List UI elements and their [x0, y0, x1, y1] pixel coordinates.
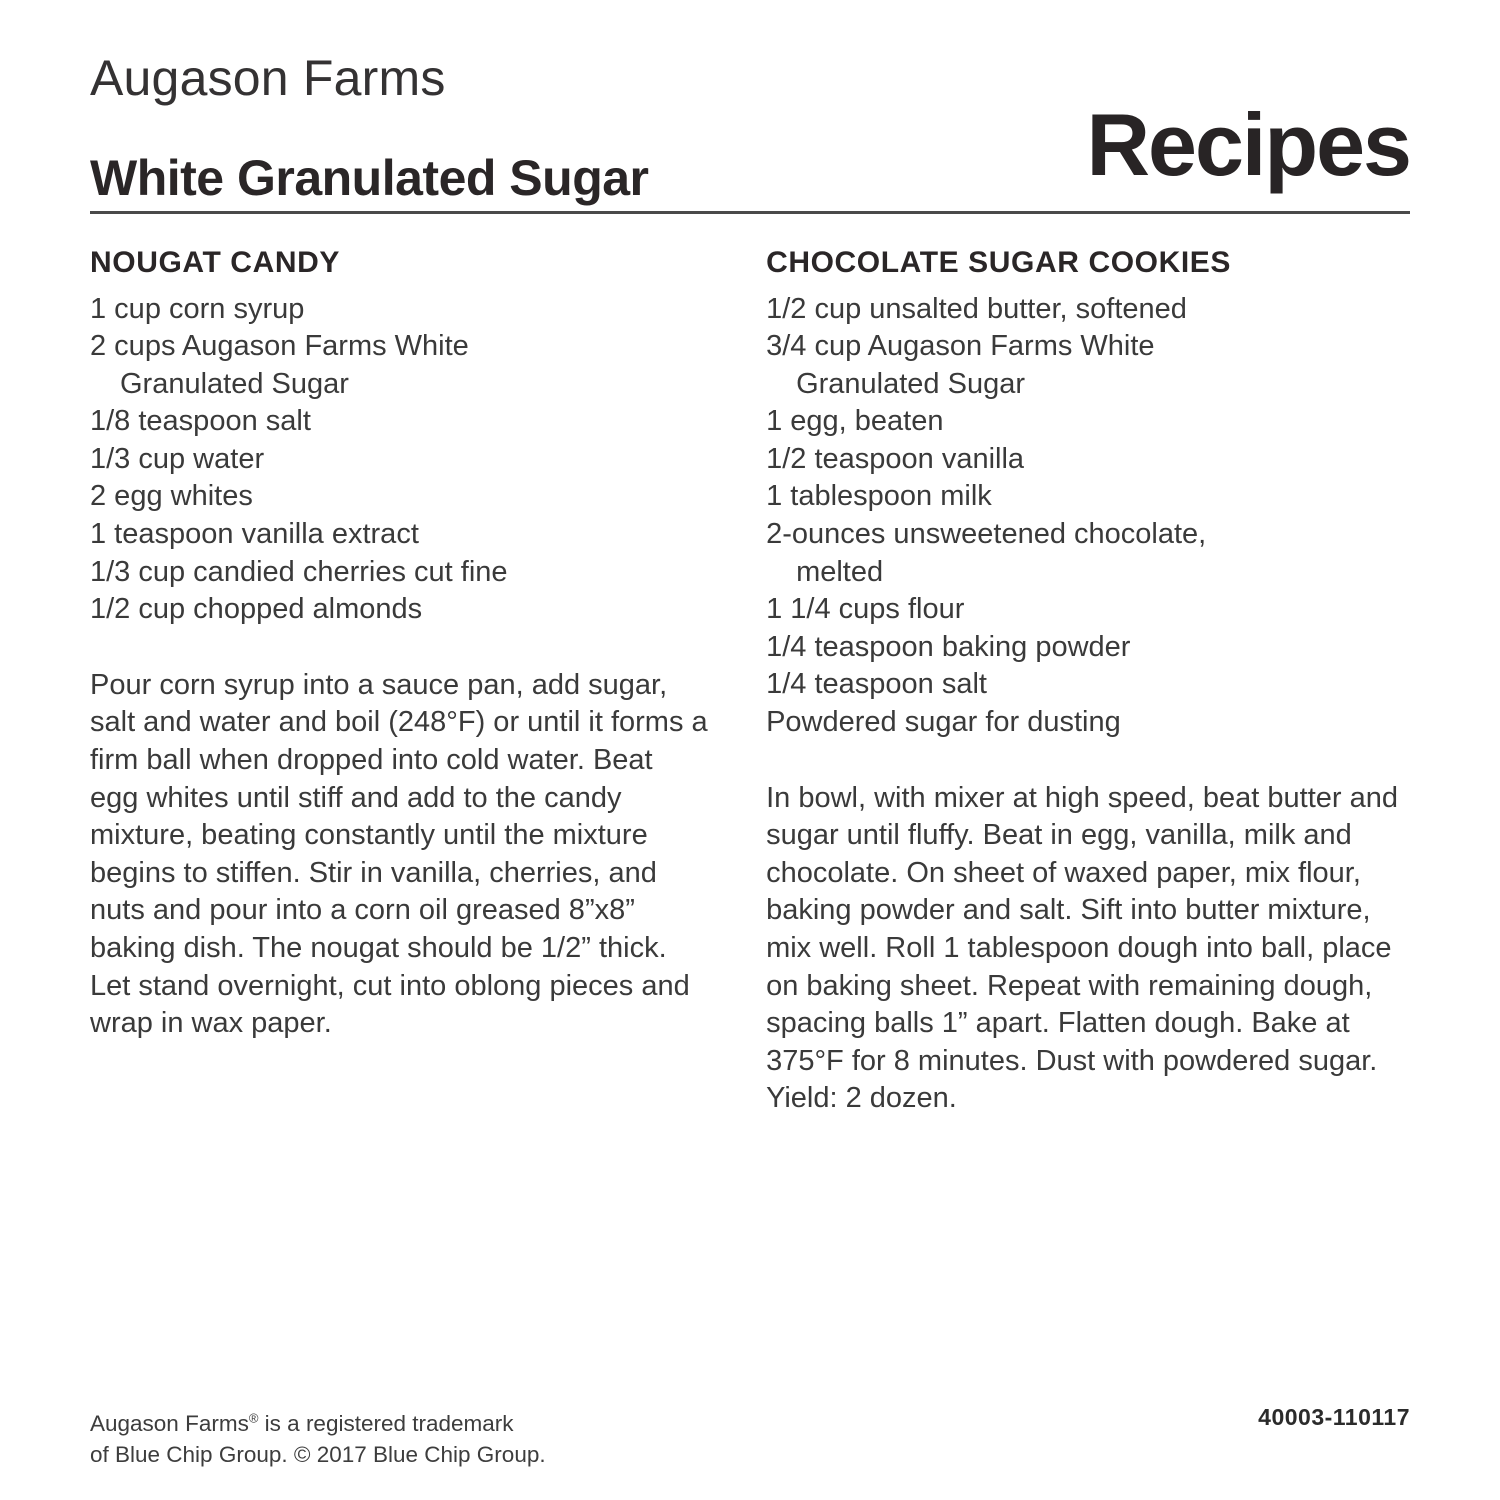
ingredient-line-continuation: Granulated Sugar	[796, 367, 1026, 400]
recipe-columns	[90, 244, 1410, 1118]
trademark-line1: Augason Farms® is a registered trademark	[90, 1410, 514, 1436]
ingredient-line: 1/2 teaspoon vanilla	[766, 442, 1025, 475]
ingredient-line: 1 egg, beaten	[766, 405, 944, 438]
ingredient-line: Powdered sugar for dusting	[766, 706, 1121, 739]
ingredient-line: 3/4 cup Augason Farms White	[766, 330, 1155, 363]
item-code: 40003-110117	[1258, 1404, 1410, 1430]
ingredient-line: 1/8 teaspoon salt	[90, 405, 311, 438]
ingredient-list	[90, 291, 708, 629]
product-title: White Granulated Sugar	[90, 150, 649, 206]
registered-mark: ®	[248, 1410, 259, 1425]
ingredient-line: 1/3 cup water	[90, 442, 265, 475]
ingredient-line-continuation: melted	[796, 555, 884, 588]
recipe-title: NOUGAT CANDY	[90, 246, 340, 279]
ingredient-line: 2 cups Augason Farms White	[90, 330, 469, 363]
ingredient-list	[766, 291, 1410, 742]
ingredient-line: 1 1/4 cups flour	[766, 593, 965, 626]
recipe-nougat-candy	[90, 244, 708, 1118]
page-footer	[90, 1402, 1410, 1470]
ingredient-line: 1/4 teaspoon salt	[766, 668, 987, 701]
header-divider	[90, 211, 1410, 214]
ingredient-line: 1/3 cup candied cherries cut fine	[90, 555, 508, 588]
recipe-instructions: Pour corn syrup into a sauce pan, add sugar, salt and water and boil (248°F) or until it forms a firm ball when dropped into cold water. Beat egg whites until stiff and add to the candy mixture, beating constantly until the mixture begins to stiffen. Stir in vanilla, cherries, and nuts and pour into a corn oil greased 8”x8” baking dish. The nougat should be 1/2” thick. Let stand overnight, cut into oblong pieces and wrap in wax paper.	[90, 668, 708, 1040]
ingredient-line: 1 cup corn syrup	[90, 292, 305, 325]
ingredient-line: 2 egg whites	[90, 480, 253, 513]
ingredient-line: 1/2 cup chopped almonds	[90, 593, 423, 626]
recipe-instructions: In bowl, with mixer at high speed, beat butter and sugar until fluffy. Beat in egg, vanilla, milk and chocolate. On sheet of waxed paper, mix flour, baking powder and salt. Sift into butter mixture, mix well. Roll 1 tablespoon dough into ball, place on baking sheet. Repeat with remaining dough, spacing balls 1” apart. Flatten dough. Bake at 375°F for 8 minutes. Dust with powdered sugar. Yield: 2 dozen.	[766, 781, 1399, 1115]
recipe-chocolate-sugar-cookies	[766, 244, 1410, 1118]
page-title: Recipes	[1086, 95, 1410, 194]
ingredient-line: 1 tablespoon milk	[766, 480, 992, 513]
ingredient-line: 1/2 cup unsalted butter, softened	[766, 292, 1187, 325]
trademark-line2: of Blue Chip Group. © 2017 Blue Chip Group.	[90, 1441, 546, 1467]
brand-name: Augason Farms	[90, 50, 446, 106]
ingredient-line: 1/4 teaspoon baking powder	[766, 630, 1131, 663]
trademark-note	[90, 1402, 546, 1470]
recipe-title: CHOCOLATE SUGAR COOKIES	[766, 246, 1232, 279]
ingredient-line-continuation: Granulated Sugar	[120, 367, 349, 400]
ingredient-line: 1 teaspoon vanilla extract	[90, 518, 419, 551]
ingredient-line: 2-ounces unsweetened chocolate,	[766, 518, 1207, 551]
